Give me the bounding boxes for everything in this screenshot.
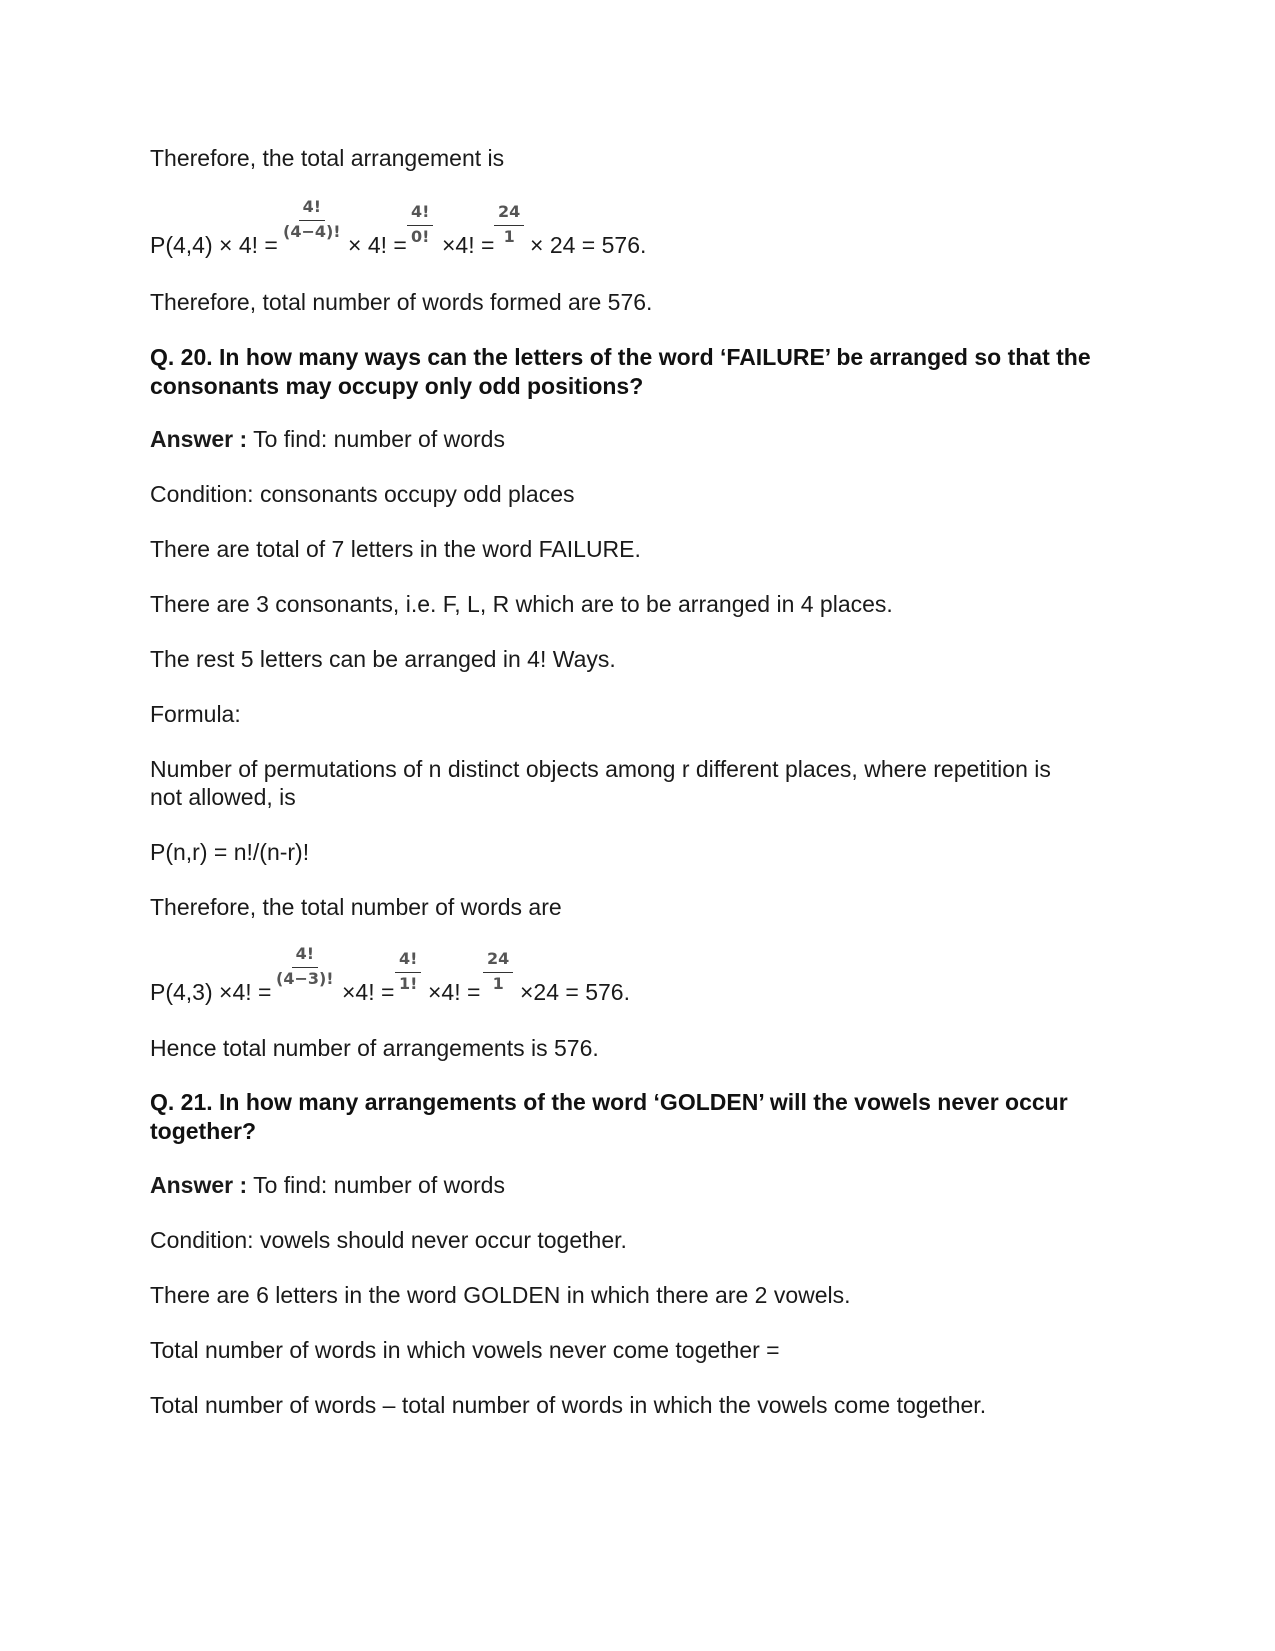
eq-operator: × 4! =: [348, 232, 407, 258]
question-21: Q. 21. In how many arrangements of the word ‘GOLDEN’ will the vowels never occur together?: [150, 1089, 1068, 1144]
fraction-denominator: 0!: [411, 227, 430, 246]
text-line: Hence total number of arrangements is 576.: [150, 1035, 599, 1061]
fraction-numerator: 4!: [292, 945, 318, 968]
text-line: There are 6 letters in the word GOLDEN in which there are 2 vowels.: [150, 1282, 851, 1308]
fraction-numerator: 4!: [395, 950, 421, 973]
fraction-denominator: 1!: [399, 974, 418, 993]
text-line: There are total of 7 letters in the word FAILURE.: [150, 536, 641, 562]
text-line: Condition: vowels should never occur together.: [150, 1227, 627, 1253]
fraction-denominator: 1: [492, 974, 504, 993]
answer-label: Answer :: [150, 426, 248, 452]
fraction-numerator: 24: [483, 950, 513, 973]
text-line: Total number of words – total number of words in which the vowels come together.: [150, 1392, 987, 1418]
text-line: Total number of words in which vowels never come together =: [150, 1337, 780, 1363]
fraction: [494, 203, 524, 246]
text-line: Therefore, the total number of words are: [150, 894, 562, 920]
fraction-numerator: 4!: [299, 198, 325, 221]
fraction: [395, 950, 421, 993]
equation-2: [150, 945, 850, 1015]
answer-label: Answer :: [150, 1172, 248, 1198]
eq-operator: ×4! =: [342, 979, 395, 1005]
fraction: [407, 203, 433, 246]
fraction-denominator: (4−3)!: [276, 969, 334, 988]
fraction-numerator: 4!: [407, 203, 433, 226]
text-line: Therefore, total number of words formed are 576.: [150, 289, 653, 315]
fraction-denominator: (4−4)!: [283, 222, 341, 241]
equation-1: [150, 198, 850, 268]
question-20: Q. 20. In how many ways can the letters of the word ‘FAILURE’ be arranged so that the consonants may occupy only odd positions?: [150, 344, 1091, 399]
text-line: The rest 5 letters can be arranged in 4! Ways.: [150, 646, 616, 672]
eq-result: × 24 = 576.: [530, 232, 647, 258]
answer-line: [150, 425, 505, 453]
text-line: There are 3 consonants, i.e. F, L, R which are to be arranged in 4 places.: [150, 591, 893, 617]
eq-prefix: P(4,3) ×4! =: [150, 979, 272, 1005]
formula-line: P(n,r) = n!/(n-r)!: [150, 839, 310, 865]
eq-result: ×24 = 576.: [520, 979, 630, 1005]
fraction: [280, 198, 344, 241]
fraction-denominator: 1: [503, 227, 515, 246]
text-line: Therefore, the total arrangement is: [150, 145, 505, 171]
eq-operator: ×4! =: [442, 232, 495, 258]
eq-operator: ×4! =: [428, 979, 481, 1005]
text-line: Formula:: [150, 701, 241, 727]
fraction: [273, 945, 337, 988]
answer-line: [150, 1171, 505, 1199]
answer-text: To find: number of words: [247, 426, 505, 452]
text-paragraph: Number of permutations of n distinct objects among r different places, where repetition is not allowed, is: [150, 756, 1051, 810]
fraction-numerator: 24: [494, 203, 524, 226]
text-line: Condition: consonants occupy odd places: [150, 481, 575, 507]
eq-prefix: P(4,4) × 4! =: [150, 232, 278, 258]
fraction: [483, 950, 513, 993]
answer-text: To find: number of words: [247, 1172, 505, 1198]
